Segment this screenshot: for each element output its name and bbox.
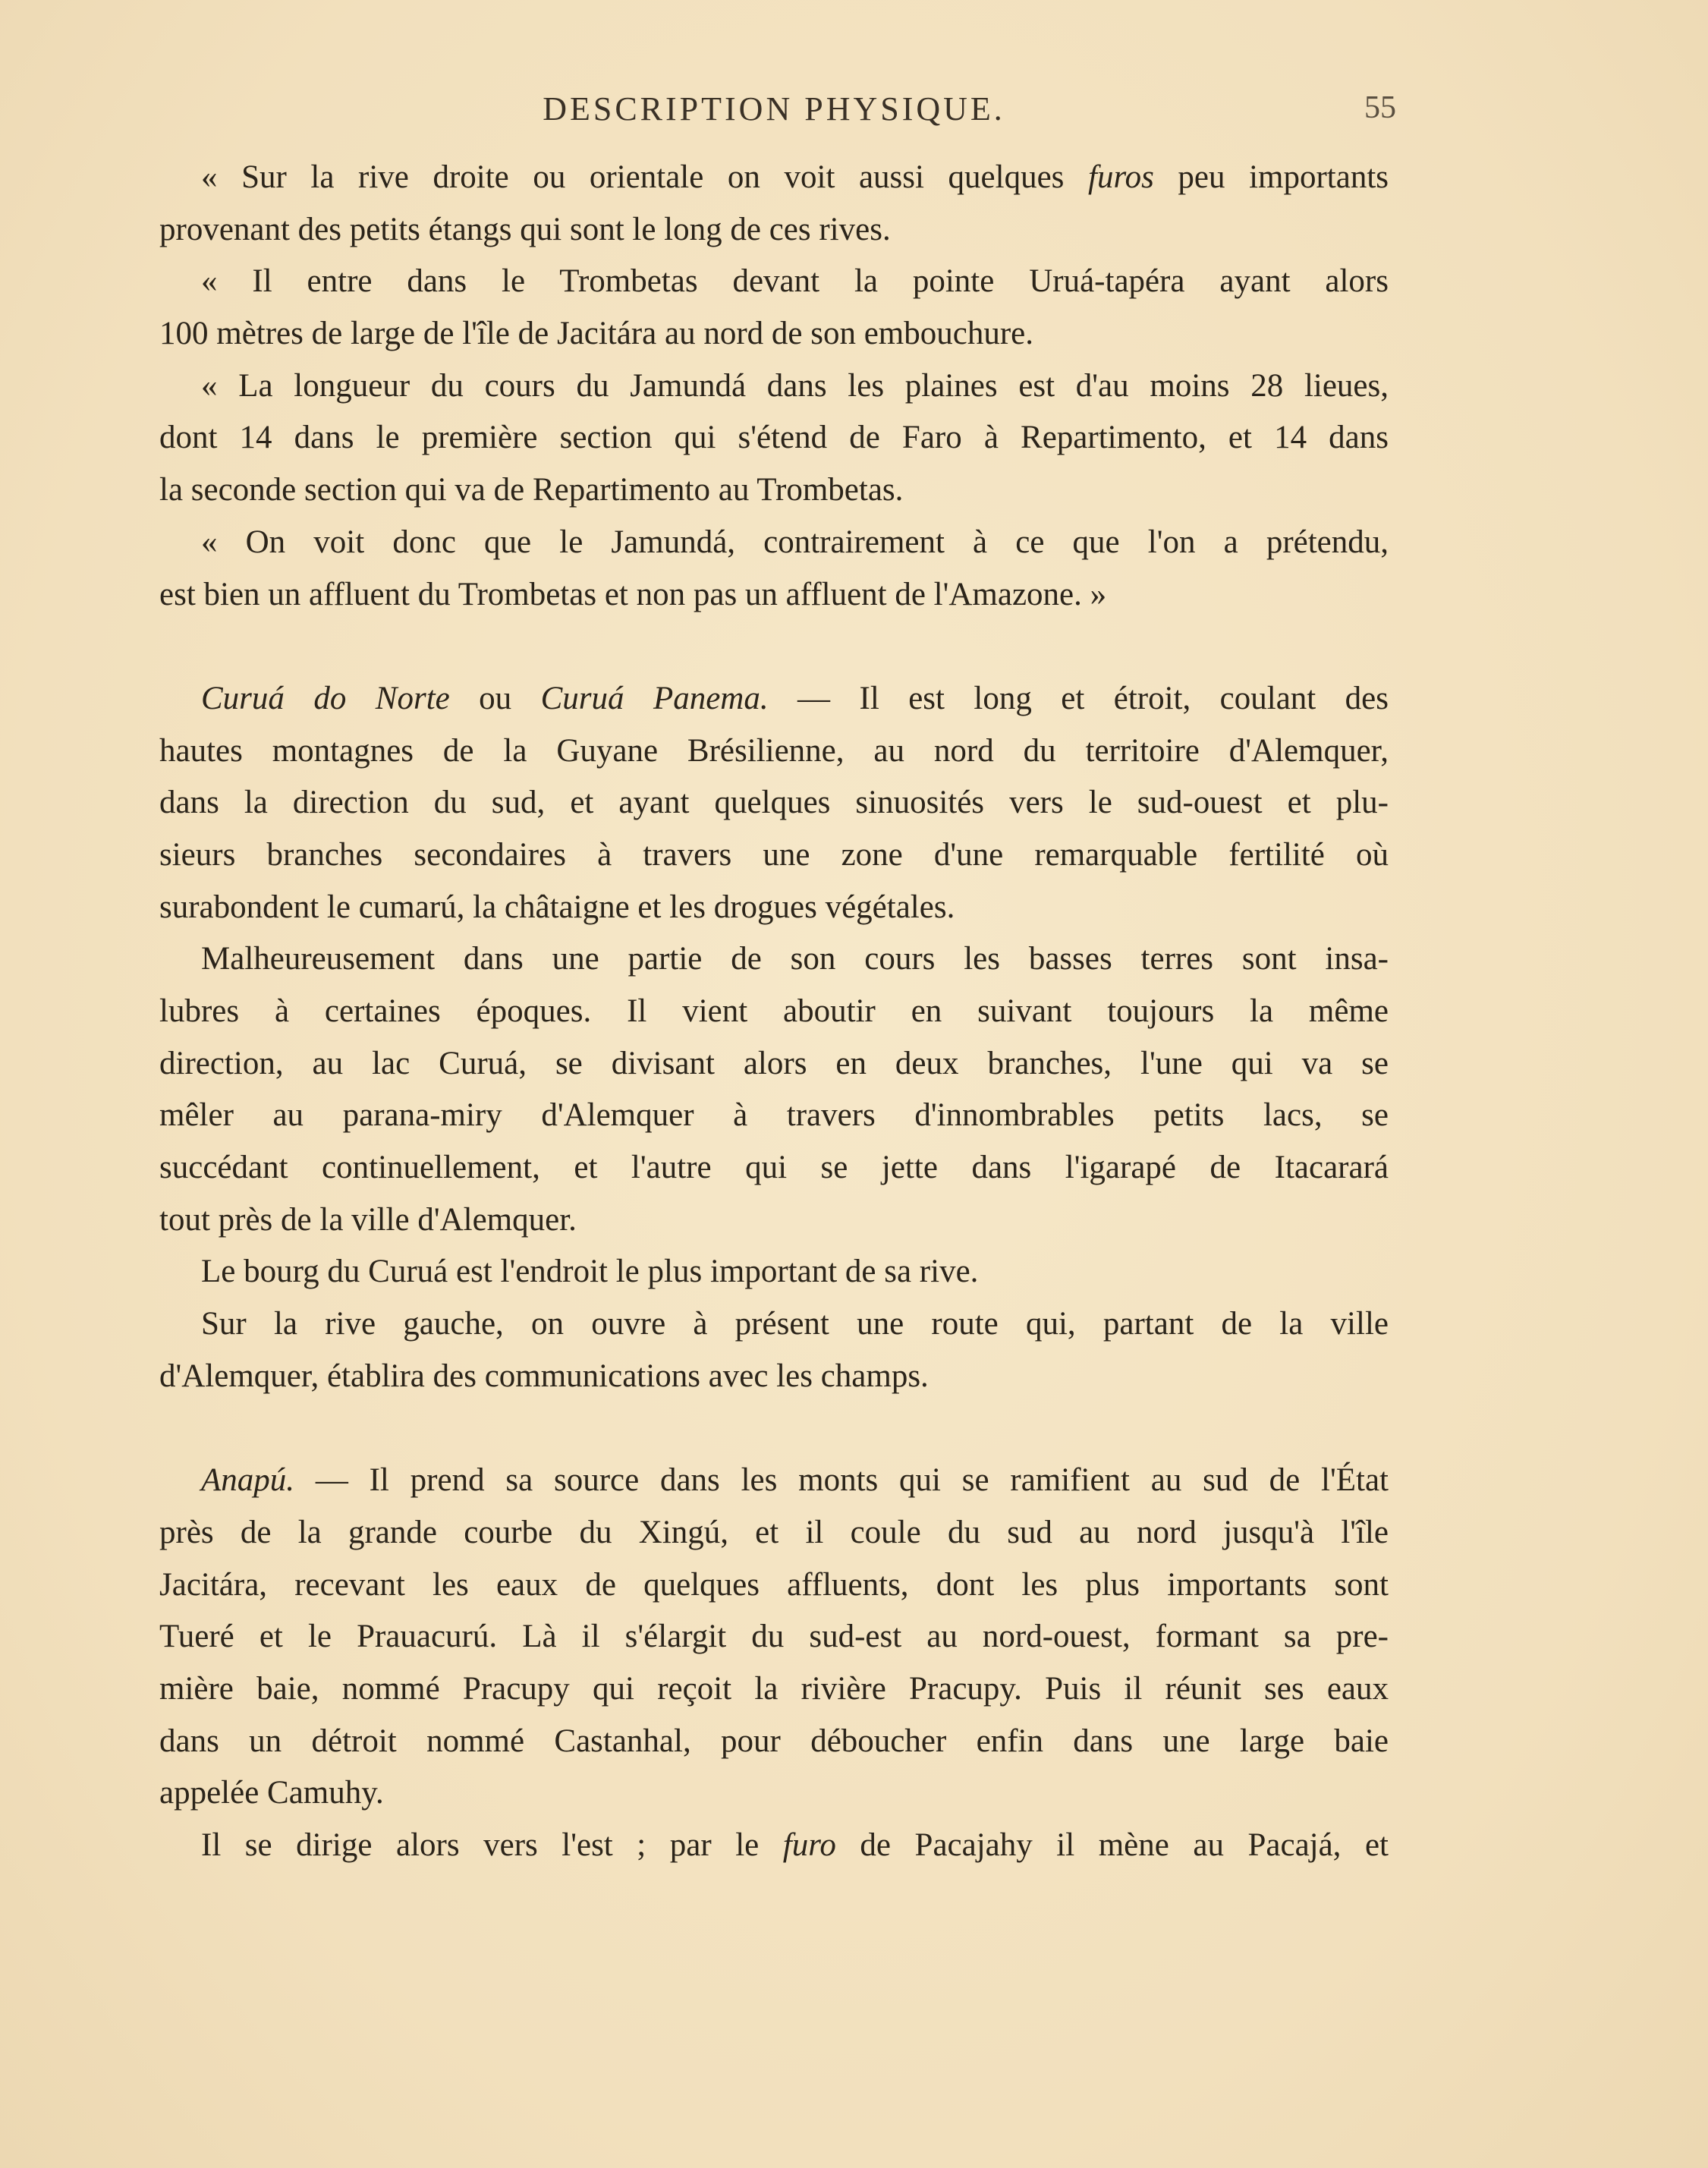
italic-term: furos bbox=[1088, 159, 1154, 195]
paragraph-line: direction, au lac Curuá, se divisant alors en deux branches, l'une qui va se bbox=[159, 1045, 1389, 1081]
paragraph-line: Jacitára, recevant les eaux de quelques affluents, dont les plus importants sont bbox=[159, 1566, 1389, 1603]
paragraph-line: dont 14 dans le première section qui s'étend de Faro à Repartimento, et 14 dans bbox=[159, 420, 1389, 456]
section-title-italic: Curuá do Norte bbox=[201, 680, 450, 716]
text-run: Il se dirige alors vers l'est ; par le bbox=[201, 1827, 783, 1863]
paragraph-line: est bien un affluent du Trombetas et non pas un affluent de l'Amazone. » bbox=[159, 576, 1107, 612]
section-title-italic: Anapú. bbox=[201, 1462, 295, 1499]
running-title: DESCRIPTION PHYSIQUE. bbox=[543, 90, 1005, 127]
paragraph-line: « Il entre dans le Trombetas devant la pointe Uruá-tapéra ayant alors bbox=[201, 263, 1389, 300]
paragraph-line: mière baie, nommé Pracupy qui reçoit la rivière Pracupy. Puis il réunit ses eaux bbox=[159, 1670, 1389, 1707]
paragraph-line bbox=[159, 152, 1389, 204]
paragraph-line: « La longueur du cours du Jamundá dans les plaines est d'au moins 28 lieues, bbox=[201, 367, 1389, 404]
paragraph-line: succédant continuellement, et l'autre qui se jette dans l'igarapé de Itacarará bbox=[159, 1150, 1389, 1186]
section-gap bbox=[159, 1403, 1389, 1455]
text-run: — Il est long et étroit, coulant des bbox=[768, 680, 1389, 716]
paragraph-line: Le bourg du Curuá est l'endroit le plus important de sa rive. bbox=[201, 1254, 979, 1290]
section-title-italic: Curuá Panema. bbox=[540, 680, 769, 716]
paragraph-line: mêler au parana-miry d'Alemquer à travers d'innombrables petits lacs, se bbox=[159, 1097, 1389, 1134]
text-run: de Pacajahy il mène au Pacajá, et bbox=[835, 1827, 1389, 1863]
paragraph-line: dans un détroit nommé Castanhal, pour déboucher enfin dans une large baie bbox=[159, 1723, 1389, 1759]
paragraph-line: 100 mètres de large de l'île de Jacitára au nord de son embouchure. bbox=[159, 316, 1033, 352]
paragraph-line: « On voit donc que le Jamundá, contrairement à ce que l'on a prétendu, bbox=[201, 524, 1389, 560]
paragraph-line: Tueré et le Prauacurú. Là il s'élargit du sud-est au nord-ouest, formant sa pre- bbox=[159, 1619, 1389, 1655]
text-run: peu importants bbox=[1153, 159, 1389, 195]
section-gap bbox=[159, 621, 1389, 673]
paragraph-line: lubres à certaines époques. Il vient aboutir en suivant toujours la même bbox=[159, 993, 1389, 1029]
paragraph-line: surabondent le cumarú, la châtaigne et les drogues végétales. bbox=[159, 889, 955, 925]
paragraph-line: hautes montagnes de la Guyane Brésilienne, au nord du territoire d'Alemquer, bbox=[159, 732, 1389, 769]
text-run: ou bbox=[449, 680, 541, 716]
paragraph-line: la seconde section qui va de Repartimento au Trombetas. bbox=[159, 472, 904, 508]
paragraph-line: appelée Camuhy. bbox=[159, 1775, 384, 1811]
paragraph-line: Malheureusement dans une partie de son cours les basses terres sont insa- bbox=[201, 941, 1389, 977]
text-run: — Il prend sa source dans les monts qui se ramifient au sud de l'État bbox=[294, 1462, 1389, 1499]
page-number: 55 bbox=[1364, 90, 1396, 125]
paragraph-line: tout près de la ville d'Alemquer. bbox=[159, 1201, 577, 1238]
section-heading-line bbox=[159, 1455, 1389, 1507]
paragraph-line: d'Alemquer, établira des communications avec les champs. bbox=[159, 1358, 929, 1394]
italic-term: furo bbox=[782, 1827, 836, 1863]
section-heading-line bbox=[159, 673, 1389, 725]
paragraph-line bbox=[159, 1820, 1389, 1872]
text-run: « Sur la rive droite ou orientale on voit aussi quelques bbox=[201, 159, 1088, 195]
paragraph-line: près de la grande courbe du Xingú, et il coule du sud au nord jusqu'à l'île bbox=[159, 1514, 1389, 1550]
paragraph-line: provenant des petits étangs qui sont le long de ces rives. bbox=[159, 211, 891, 247]
paragraph-line: dans la direction du sud, et ayant quelques sinuosités vers le sud-ouest et plu- bbox=[159, 785, 1389, 821]
paragraph-line: sieurs branches secondaires à travers une zone d'une remarquable fertilité où bbox=[159, 836, 1389, 873]
body-text bbox=[159, 152, 1389, 1872]
paragraph-line: Sur la rive gauche, on ouvre à présent une route qui, partant de la ville bbox=[201, 1306, 1389, 1342]
page-header bbox=[159, 90, 1396, 135]
